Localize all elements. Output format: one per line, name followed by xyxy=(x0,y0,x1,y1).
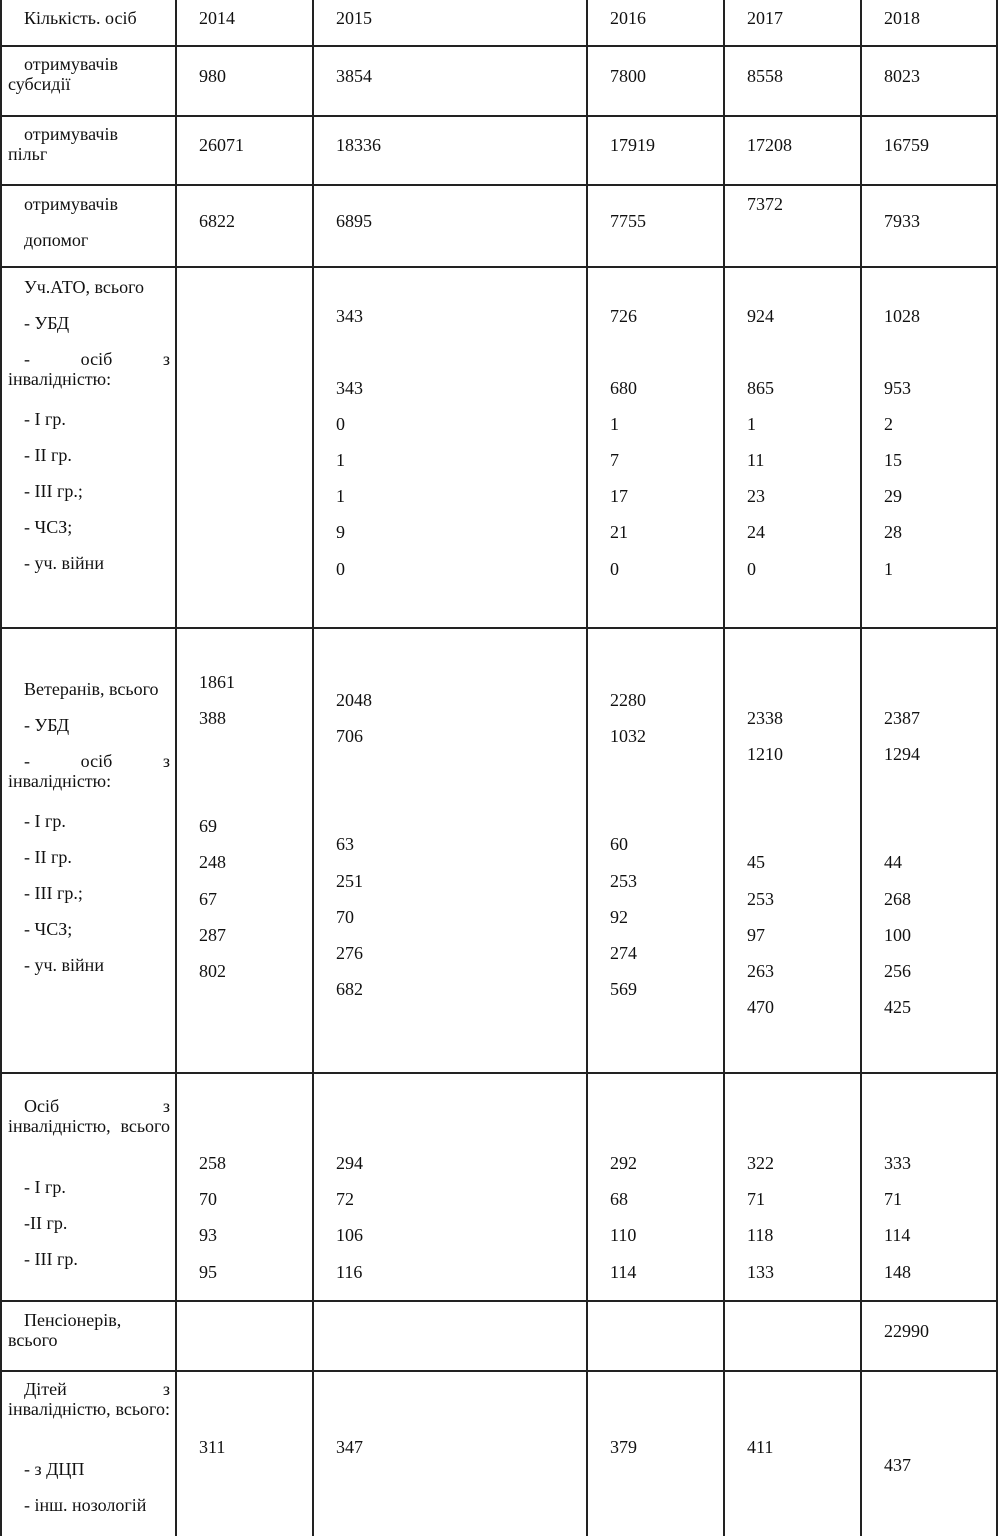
row-divider xyxy=(0,184,998,186)
table-cell: 7372 xyxy=(747,194,783,214)
table-cell: 3854 xyxy=(336,66,372,86)
table-cell: 2 xyxy=(884,414,893,434)
table-cell: 258 xyxy=(199,1153,226,1173)
table-cell: 682 xyxy=(336,979,363,999)
table-cell: 93 xyxy=(199,1225,217,1245)
row-divider xyxy=(0,1300,998,1302)
table-cell: 18336 xyxy=(336,135,381,155)
table-cell: 7 xyxy=(610,450,619,470)
row-divider xyxy=(0,627,998,629)
row-sublabel: - уч. війни xyxy=(24,955,104,975)
year-2015: 2015 xyxy=(336,8,372,28)
year-2017: 2017 xyxy=(747,8,783,28)
table-cell: 287 xyxy=(199,925,226,945)
table-cell: 95 xyxy=(199,1262,217,1282)
table-cell: 470 xyxy=(747,997,774,1017)
table-cell: 1032 xyxy=(610,726,646,746)
column-divider xyxy=(723,0,725,1536)
table-cell: 274 xyxy=(610,943,637,963)
table-cell: 71 xyxy=(747,1189,765,1209)
table-cell: 22990 xyxy=(884,1321,929,1341)
table-cell: 92 xyxy=(610,907,628,927)
row-sublabel: - інш. нозологій xyxy=(24,1495,147,1515)
table-cell: 268 xyxy=(884,889,911,909)
header-label: Кількість. осіб xyxy=(24,8,137,28)
table-cell: 23 xyxy=(747,486,765,506)
column-divider xyxy=(860,0,862,1536)
table-cell: 106 xyxy=(336,1225,363,1245)
row-sublabel: - УБД xyxy=(24,313,70,333)
table-cell: 16759 xyxy=(884,135,929,155)
table-cell: 7933 xyxy=(884,211,920,231)
row-divider xyxy=(0,1370,998,1372)
row-label-subsidies: отримувачів субсидії xyxy=(8,54,118,94)
table-cell: 110 xyxy=(610,1225,637,1245)
table-cell: 1028 xyxy=(884,306,920,326)
table-cell: 248 xyxy=(199,852,226,872)
table-cell: 133 xyxy=(747,1262,774,1282)
row-sublabel: - з ДЦП xyxy=(24,1459,85,1479)
row-sublabel: -ІІ гр. xyxy=(24,1213,68,1233)
table-cell: 148 xyxy=(884,1262,911,1282)
table-cell: 2387 xyxy=(884,708,920,728)
column-divider xyxy=(175,0,177,1536)
table-cell: 114 xyxy=(884,1225,911,1245)
table-cell: 294 xyxy=(336,1153,363,1173)
table-cell: 97 xyxy=(747,925,765,945)
row-label-assistance-2: допомог xyxy=(24,230,89,250)
row-sublabel: - ІІ гр. xyxy=(24,847,72,867)
table-cell: 26071 xyxy=(199,135,244,155)
row-sublabel: - ІІІ гр. xyxy=(24,1249,78,1269)
row-label-veterans: Ветеранів, всього xyxy=(24,679,159,699)
table-cell: 9 xyxy=(336,522,345,542)
table-cell: 251 xyxy=(336,871,363,891)
table-cell: 21 xyxy=(610,522,628,542)
row-sublabel: - І гр. xyxy=(24,811,66,831)
table-cell: 437 xyxy=(884,1455,911,1475)
table-cell: 72 xyxy=(336,1189,354,1209)
table-cell: 865 xyxy=(747,378,774,398)
table-cell: 8558 xyxy=(747,66,783,86)
table-cell: 0 xyxy=(747,559,756,579)
row-divider xyxy=(0,266,998,268)
row-sublabel: - ІІІ гр.; xyxy=(24,883,83,903)
table-cell: 1861 xyxy=(199,672,235,692)
row-sublabel: - ІІ гр. xyxy=(24,445,72,465)
table-cell: 11 xyxy=(747,450,765,470)
table-cell: 2048 xyxy=(336,690,372,710)
table-cell: 411 xyxy=(747,1437,774,1457)
year-2014: 2014 xyxy=(199,8,235,28)
row-sublabel: - І гр. xyxy=(24,409,66,429)
year-2016: 2016 xyxy=(610,8,646,28)
table-cell: 1 xyxy=(336,450,345,470)
row-label-assistance: отримувачів xyxy=(24,194,118,214)
table-cell: 67 xyxy=(199,889,217,909)
table-cell: 0 xyxy=(610,559,619,579)
row-label-pensioners: Пенсіонерів, всього xyxy=(8,1310,122,1350)
table-cell: 256 xyxy=(884,961,911,981)
column-divider xyxy=(586,0,588,1536)
row-label-benefits: отримувачів пільг xyxy=(8,124,118,164)
table-cell: 69 xyxy=(199,816,217,836)
table-cell: 706 xyxy=(336,726,363,746)
table-cell: 17208 xyxy=(747,135,792,155)
table-cell: 292 xyxy=(610,1153,637,1173)
row-label-children: Дітей з інвалідністю, всього: xyxy=(8,1379,170,1419)
table-cell: 680 xyxy=(610,378,637,398)
table-cell: 1 xyxy=(336,486,345,506)
row-label-ato: Уч.АТО, всього xyxy=(24,277,144,297)
table-cell: 1 xyxy=(747,414,756,434)
table-border xyxy=(0,0,2,1536)
table-cell: 60 xyxy=(610,834,628,854)
table-cell: 343 xyxy=(336,306,363,326)
table-cell: 953 xyxy=(884,378,911,398)
table-cell: 1294 xyxy=(884,744,920,764)
table-cell: 7800 xyxy=(610,66,646,86)
table-cell: 114 xyxy=(610,1262,637,1282)
row-divider xyxy=(0,1072,998,1074)
table-cell: 311 xyxy=(199,1437,226,1457)
table-cell: 24 xyxy=(747,522,765,542)
table-cell: 333 xyxy=(884,1153,911,1173)
table-cell: 100 xyxy=(884,925,911,945)
row-sublabel: - ЧСЗ; xyxy=(24,919,73,939)
row-divider xyxy=(0,45,998,47)
column-divider xyxy=(312,0,314,1536)
table-cell: 726 xyxy=(610,306,637,326)
table-cell: 0 xyxy=(336,559,345,579)
table-cell: 253 xyxy=(747,889,774,909)
table-cell: 6895 xyxy=(336,211,372,231)
table-cell: 70 xyxy=(199,1189,217,1209)
table-cell: 2280 xyxy=(610,690,646,710)
table-cell: 8023 xyxy=(884,66,920,86)
row-sublabel: - осіб з інвалідністю: xyxy=(8,349,170,389)
table-cell: 45 xyxy=(747,852,765,872)
table-cell: 116 xyxy=(336,1262,363,1282)
table-cell: 388 xyxy=(199,708,226,728)
table-cell: 347 xyxy=(336,1437,363,1457)
table-cell: 1 xyxy=(610,414,619,434)
table-cell: 802 xyxy=(199,961,226,981)
table-cell: 569 xyxy=(610,979,637,999)
table-cell: 0 xyxy=(336,414,345,434)
row-sublabel: - ІІІ гр.; xyxy=(24,481,83,501)
table-cell: 44 xyxy=(884,852,902,872)
table-cell: 379 xyxy=(610,1437,637,1457)
table-cell: 322 xyxy=(747,1153,774,1173)
table-cell: 29 xyxy=(884,486,902,506)
table-cell: 263 xyxy=(747,961,774,981)
table-cell: 15 xyxy=(884,450,902,470)
table-cell: 68 xyxy=(610,1189,628,1209)
table-cell: 2338 xyxy=(747,708,783,728)
year-2018: 2018 xyxy=(884,8,920,28)
row-divider xyxy=(0,115,998,117)
table-cell: 253 xyxy=(610,871,637,891)
table-cell: 63 xyxy=(336,834,354,854)
table-cell: 118 xyxy=(747,1225,774,1245)
table-cell: 343 xyxy=(336,378,363,398)
table-cell: 70 xyxy=(336,907,354,927)
table-cell: 276 xyxy=(336,943,363,963)
table-cell: 28 xyxy=(884,522,902,542)
row-sublabel: - осіб з інвалідністю: xyxy=(8,751,170,791)
table-cell: 924 xyxy=(747,306,774,326)
table-cell: 17 xyxy=(610,486,628,506)
row-label-disabled: Осіб з інвалідністю, всього xyxy=(8,1096,170,1136)
table-cell: 71 xyxy=(884,1189,902,1209)
row-sublabel: - І гр. xyxy=(24,1177,66,1197)
row-sublabel: - УБД xyxy=(24,715,70,735)
table-cell: 7755 xyxy=(610,211,646,231)
row-sublabel: - ЧСЗ; xyxy=(24,517,73,537)
table-cell: 6822 xyxy=(199,211,235,231)
table-cell: 1210 xyxy=(747,744,783,764)
row-sublabel: - уч. війни xyxy=(24,553,104,573)
table-cell: 425 xyxy=(884,997,911,1017)
table-cell: 17919 xyxy=(610,135,655,155)
table-cell: 980 xyxy=(199,66,226,86)
table-cell: 1 xyxy=(884,559,893,579)
